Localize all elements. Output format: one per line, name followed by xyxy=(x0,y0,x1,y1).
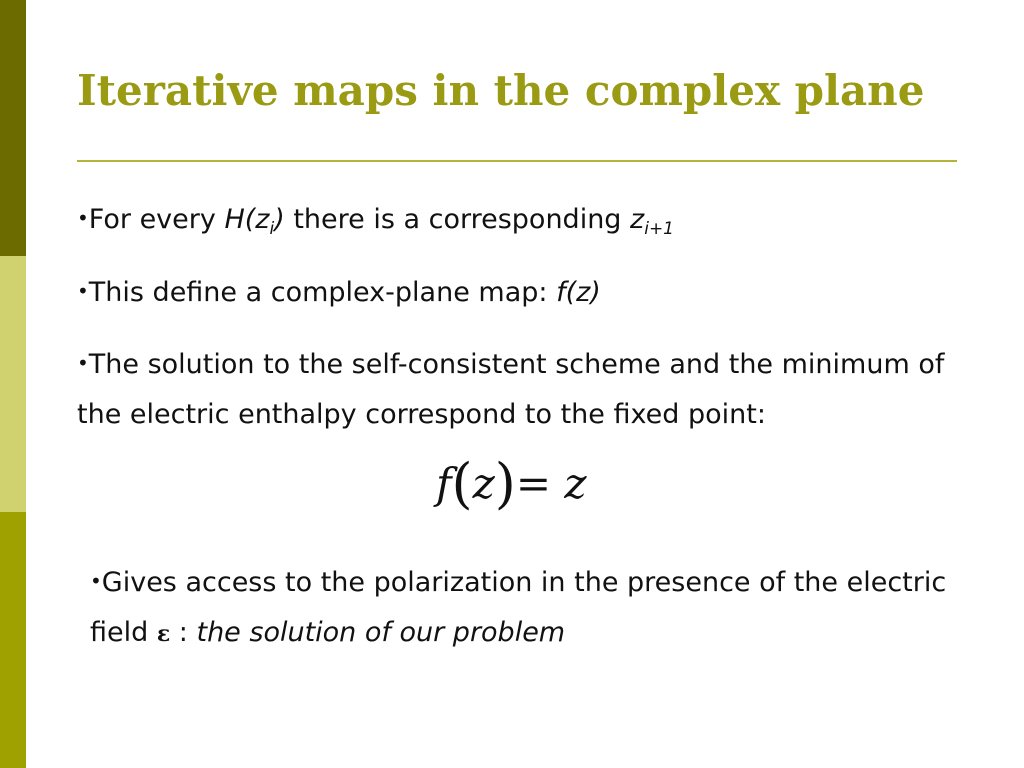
bullet-corresponding-z xyxy=(77,193,674,254)
bullet-dot: • xyxy=(77,279,89,303)
side-bar-top xyxy=(0,0,26,256)
bullet-text: This define a complex-plane map: xyxy=(88,277,557,308)
expr-h: H(z xyxy=(224,204,270,235)
bullet-complex-map xyxy=(77,266,601,318)
bullet-dot: • xyxy=(90,569,102,593)
bullet-polarization xyxy=(90,556,990,659)
side-bar-bottom xyxy=(0,512,26,768)
bullet-text: The solution to the self-consistent scheme and the minimum of the electric enthalpy correspond to the fixed point: xyxy=(77,349,945,430)
expr-z-subscript: i+1 xyxy=(644,219,675,239)
equation-rhs: z xyxy=(564,459,587,508)
expr-z: z xyxy=(630,204,645,235)
slide-title: Iterative maps in the complex plane xyxy=(77,66,925,115)
side-bar-middle xyxy=(0,256,26,512)
bullet-dot: • xyxy=(77,351,89,375)
expr-fz: f(z) xyxy=(556,277,601,308)
equation-func: f xyxy=(436,459,452,508)
equation-arg: z xyxy=(472,459,495,508)
bullet-fixed-point xyxy=(77,338,987,440)
equation-close-paren: ) xyxy=(494,452,516,515)
bullet-text: Gives access to the polarization in the presence of the electric field xyxy=(90,567,947,648)
equation-open-paren: ( xyxy=(451,452,473,515)
bullet-separator: : xyxy=(170,617,197,648)
title-divider xyxy=(77,160,957,162)
bullet-dot: • xyxy=(77,206,89,230)
fixed-point-equation xyxy=(436,452,587,515)
expr-h-close: ) xyxy=(274,204,285,235)
epsilon-symbol: ε xyxy=(156,621,171,647)
bullet-text: For every xyxy=(88,204,225,235)
equation-equals: = xyxy=(515,459,565,508)
bullet-text-middle: there is a corresponding xyxy=(284,204,631,235)
expr-h-subscript: i xyxy=(269,219,275,239)
bullet-emphasis: the solution of our problem xyxy=(196,617,566,648)
